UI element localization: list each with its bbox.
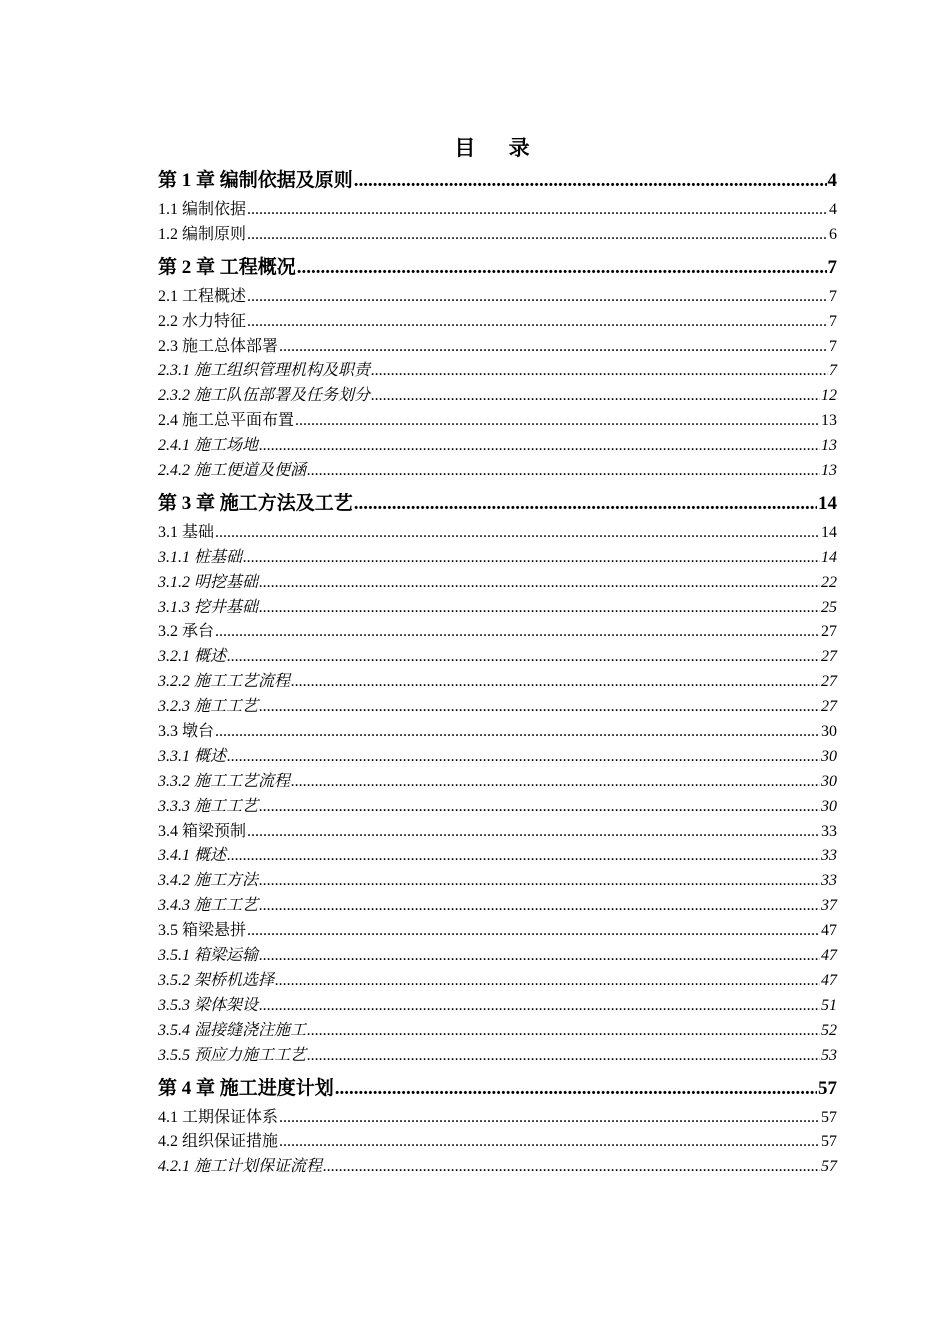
toc-chapter-entry[interactable]: [158, 487, 837, 521]
toc-entry-title: 3.2.3 施工工艺: [158, 698, 259, 716]
toc-dot-leader: [259, 795, 820, 820]
toc-dot-leader: [291, 770, 820, 795]
toc-section-entry[interactable]: [158, 223, 837, 248]
toc-dot-leader: [247, 820, 820, 845]
toc-dot-leader: [354, 164, 827, 198]
toc-chapter-entry[interactable]: [158, 251, 837, 285]
toc-entry-title: 3.4 箱梁预制: [158, 822, 247, 840]
toc-dot-leader: [335, 1072, 817, 1106]
toc-page-number: 53: [821, 1046, 837, 1064]
toc-page-number: 47: [821, 922, 837, 940]
toc-entry-title: 4.2 组织保证措施: [158, 1133, 279, 1151]
toc-dot-leader: [215, 521, 820, 546]
toc-subsection-entry[interactable]: [158, 645, 837, 670]
toc-entry-title: 2.4 施工总平面布置: [158, 412, 295, 430]
toc-entry-title: 3.1.2 明挖基础: [158, 573, 259, 591]
toc-entry-title: 3.5.2 架桥机选择: [158, 971, 275, 989]
toc-dot-leader: [247, 919, 820, 944]
toc-dot-leader: [259, 944, 820, 969]
toc-entry-title: 第 4 章 施工进度计划: [158, 1077, 334, 1099]
toc-page-number: 25: [821, 598, 837, 616]
toc-page-number: 47: [821, 947, 837, 965]
toc-section-entry[interactable]: [158, 720, 837, 745]
toc-dot-leader: [371, 384, 820, 409]
toc-dot-leader: [259, 434, 820, 459]
toc-subsection-entry[interactable]: [158, 869, 837, 894]
toc-entry-title: 2.1 工程概述: [158, 287, 247, 305]
toc-subsection-entry[interactable]: [158, 1044, 837, 1069]
toc-entry-title: 4.1 工期保证体系: [158, 1108, 279, 1126]
toc-section-entry[interactable]: [158, 285, 837, 310]
toc-entry-title: 3.5.5 预应力施工工艺: [158, 1046, 307, 1064]
toc-dot-leader: [297, 251, 827, 285]
toc-entry-title: 3.4.2 施工方法: [158, 872, 259, 890]
toc-dot-leader: [279, 1106, 820, 1131]
toc-dot-leader: [215, 720, 820, 745]
toc-page-number: 30: [821, 772, 837, 790]
toc-dot-leader: [227, 745, 820, 770]
toc-page-number: 30: [821, 797, 837, 815]
toc-entry-title: 第 3 章 施工方法及工艺: [158, 492, 353, 514]
toc-page-number: 27: [821, 623, 837, 641]
toc-dot-leader: [243, 546, 820, 571]
toc-entry-title: 3.2.1 概述: [158, 648, 227, 666]
toc-page-number: 33: [821, 822, 837, 840]
toc-subsection-entry[interactable]: [158, 384, 837, 409]
toc-page-number: 27: [821, 673, 837, 691]
toc-entry-title: 3.4.1 概述: [158, 847, 227, 865]
toc-dot-leader: [247, 285, 828, 310]
toc-dot-leader: [247, 310, 828, 335]
toc-dot-leader: [259, 571, 820, 596]
toc-subsection-entry[interactable]: [158, 459, 837, 484]
toc-page-number: 7: [829, 362, 837, 380]
toc-entry-title: 1.1 编制依据: [158, 201, 247, 218]
toc-subsection-entry[interactable]: [158, 546, 837, 571]
toc-subsection-entry[interactable]: [158, 1019, 837, 1044]
toc-entry-title: 3.3.3 施工工艺: [158, 797, 259, 815]
toc-page-number: 7: [829, 312, 837, 330]
toc-dot-leader: [275, 969, 820, 994]
toc-entry-title: 3.2.2 施工工艺流程: [158, 673, 291, 691]
toc-page-number: 33: [821, 872, 837, 890]
toc-page-number: 4: [829, 201, 837, 218]
toc-dot-leader: [259, 869, 820, 894]
toc-subsection-entry[interactable]: [158, 695, 837, 720]
toc-page-number: 13: [821, 412, 837, 430]
toc-page-number: 51: [821, 996, 837, 1014]
toc-entry-title: 1.2 编制原则: [158, 225, 247, 243]
toc-entry-title: 2.4.1 施工场地: [158, 437, 259, 455]
toc-entry-title: 3.1.3 挖井基础: [158, 598, 259, 616]
toc-dot-leader: [247, 223, 828, 248]
toc-subsection-entry[interactable]: [158, 844, 837, 869]
toc-page-number: 4: [827, 170, 837, 191]
toc-page-number: 57: [821, 1158, 837, 1176]
toc-subsection-entry[interactable]: [158, 596, 837, 621]
toc-entry-title: 2.3.1 施工组织管理机构及职责: [158, 362, 371, 380]
toc-dot-leader: [259, 596, 820, 621]
toc-entry-title: 3.3 墩台: [158, 723, 215, 741]
toc-entry-title: 3.5.4 湿接缝浇注施工: [158, 1021, 307, 1039]
toc-dot-leader: [307, 1044, 820, 1069]
toc-section-entry[interactable]: [158, 335, 837, 360]
toc-entry-title: 2.3.2 施工队伍部署及任务划分: [158, 387, 371, 405]
toc-dot-leader: [279, 335, 828, 360]
toc-page-number: 7: [829, 337, 837, 355]
toc-subsection-entry[interactable]: [158, 745, 837, 770]
toc-page-number: 13: [821, 437, 837, 455]
toc-dot-leader: [295, 409, 820, 434]
toc-page-number: 6: [829, 225, 837, 243]
toc-dot-leader: [227, 844, 820, 869]
toc-page-number: 30: [821, 723, 837, 741]
toc-page-number: 30: [821, 747, 837, 765]
toc-page-number: 33: [821, 847, 837, 865]
toc-dot-leader: [323, 1155, 820, 1180]
toc-entry-title: 3.4.3 施工工艺: [158, 897, 259, 915]
toc-entry-title: 3.5 箱梁悬拼: [158, 922, 247, 940]
toc-page-number: 7: [827, 256, 837, 278]
toc-entry-title: 2.3 施工总体部署: [158, 337, 279, 355]
toc-page-number: 14: [821, 523, 837, 541]
toc-chapter-entry[interactable]: [158, 1072, 837, 1106]
toc-dot-leader: [371, 359, 828, 384]
toc-section-entry[interactable]: [158, 1130, 837, 1155]
toc-chapter-entry[interactable]: [158, 164, 837, 198]
toc-entry-title: 2.4.2 施工便道及便涵: [158, 462, 307, 480]
toc-subsection-entry[interactable]: [158, 894, 837, 919]
toc-entry-title: 3.1.1 桩基础: [158, 548, 243, 566]
toc-subsection-entry[interactable]: [158, 1155, 837, 1180]
toc-subsection-entry[interactable]: [158, 944, 837, 969]
toc-dot-leader: [259, 695, 820, 720]
toc-section-entry[interactable]: [158, 521, 837, 546]
toc-dot-leader: [215, 620, 820, 645]
toc-entry-title: 3.5.1 箱梁运输: [158, 947, 259, 965]
toc-page-number: 14: [821, 548, 837, 566]
toc-subsection-entry[interactable]: [158, 434, 837, 459]
toc-entry-title: 2.2 水力特征: [158, 312, 247, 330]
toc-title: 目 录: [454, 136, 544, 160]
toc-dot-leader: [354, 487, 817, 521]
toc-page-number: 57: [821, 1133, 837, 1151]
toc-page-number: 12: [821, 387, 837, 405]
toc-dot-leader: [307, 459, 820, 484]
toc-section-entry[interactable]: [158, 919, 837, 944]
toc-page-number: 57: [821, 1108, 837, 1126]
toc-page-number: 27: [821, 698, 837, 716]
toc-subsection-entry[interactable]: [158, 969, 837, 994]
toc-dot-leader: [227, 645, 820, 670]
toc-dot-leader: [247, 198, 828, 223]
toc-entry-title: 3.5.3 梁体架设: [158, 996, 259, 1014]
toc-entry-title: 4.2.1 施工计划保证流程: [158, 1158, 323, 1176]
toc-section-entry[interactable]: [158, 620, 837, 645]
toc-dot-leader: [259, 894, 820, 919]
toc-entry-title: 3.1 基础: [158, 523, 215, 541]
toc-page-number: 37: [821, 897, 837, 915]
toc-entry-title: 3.3.2 施工工艺流程: [158, 772, 291, 790]
toc-subsection-entry[interactable]: [158, 994, 837, 1019]
toc-dot-leader: [259, 994, 820, 1019]
toc-entry-title: 3.2 承台: [158, 623, 215, 641]
toc-page-number: 22: [821, 573, 837, 591]
toc-page-number: 47: [821, 971, 837, 989]
toc-page-number: 57: [818, 1077, 837, 1099]
toc-entry-title: 第 1 章 编制依据及原则: [158, 170, 353, 191]
toc-page-number: 14: [818, 492, 837, 514]
toc-page-number: 52: [821, 1021, 837, 1039]
toc-section-entry[interactable]: [158, 1106, 837, 1131]
toc-subsection-entry[interactable]: [158, 571, 837, 596]
toc-subsection-entry[interactable]: [158, 795, 837, 820]
toc-subsection-entry[interactable]: [158, 770, 837, 795]
toc-dot-leader: [291, 670, 820, 695]
toc-entry-title: 3.3.1 概述: [158, 747, 227, 765]
toc-section-entry[interactable]: [158, 310, 837, 335]
toc-page-number: 27: [821, 648, 837, 666]
toc-section-entry[interactable]: [158, 409, 837, 434]
toc-entry-title: 第 2 章 工程概况: [158, 256, 296, 278]
toc-dot-leader: [279, 1130, 820, 1155]
toc-section-entry[interactable]: [158, 820, 837, 845]
toc-subsection-entry[interactable]: [158, 359, 837, 384]
toc-subsection-entry[interactable]: [158, 670, 837, 695]
table-of-contents: [158, 164, 837, 1180]
toc-section-entry[interactable]: [158, 198, 837, 223]
toc-page-number: 7: [829, 287, 837, 305]
toc-page-number: 13: [821, 462, 837, 480]
toc-dot-leader: [307, 1019, 820, 1044]
